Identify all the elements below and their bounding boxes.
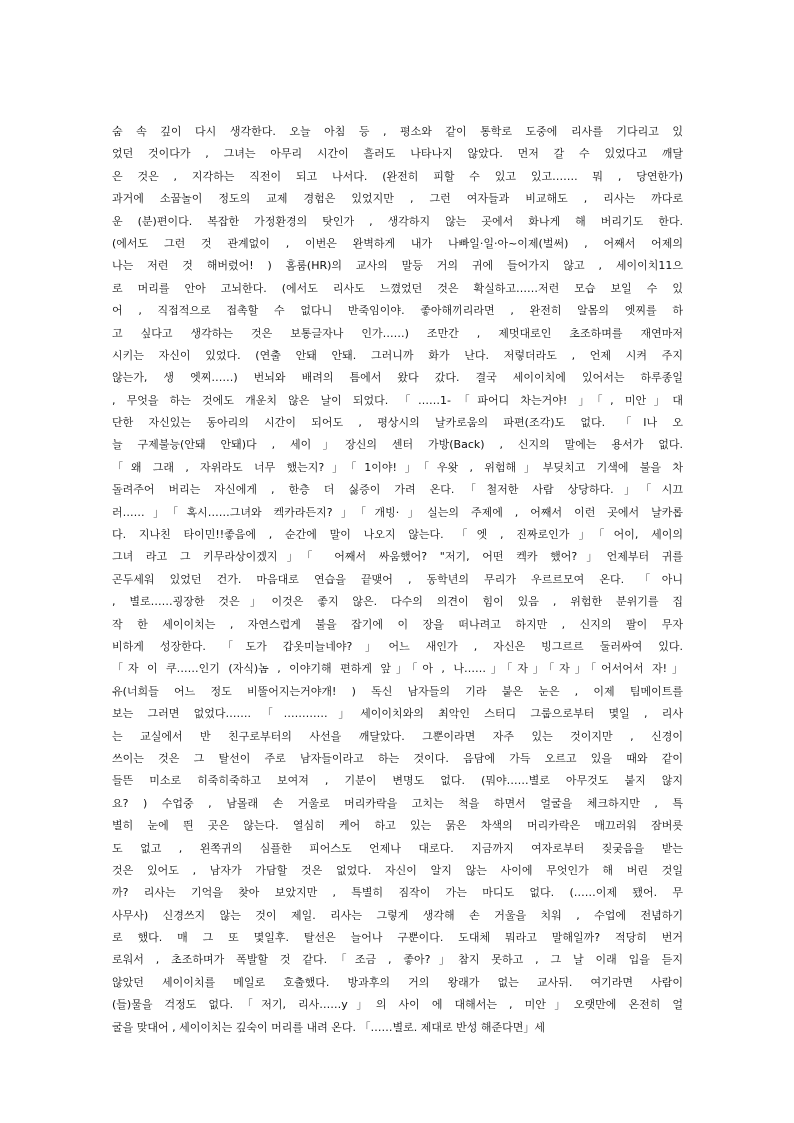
text-line: 요? ) 수업중 , 남몰래 손 거울로 머리카락을 고치는 척을 하면서 얼굴을 체크하지만 , 특 — [112, 796, 683, 810]
text-line: 그녀 라고 그 키무라상이겠지」「 어째서 싸움했어? "저기, 어떤 켁카 했어?」언제부터 귀를 — [112, 550, 683, 564]
text-line: 숨 속 깊이 다시 생각한다. 오늘 아침 등 , 평소와 같이 통학로 도중에 리사를 기다리고 있 — [112, 125, 683, 138]
text-line: 사무사) 신경쓰지 않는 것이 제일. 리사는 그렇게 생각해 손 거울을 치워 , 수업에 전념하기 — [112, 908, 683, 922]
text-line: 않는가, 생 엣찌……) 번뇌와 배려의 틈에서 왔다 갔다. 결국 세이이치에 있어서는 하루종일 — [112, 371, 683, 385]
text-line: (들)물을 걱정도 없다.「저기, 리사……y」의 사이 에 대해서는 , 미안」오랫만에 온전히 얼 — [112, 998, 683, 1012]
text-line: 고 싶다고 생각하는 것은 보통글자나 인가……) 조만간 , 제멋대로인 초조하며를 재연마저 — [112, 326, 683, 340]
text-line: 단한 자신있는 동아리의 시간이 되어도 , 평상시의 날카로움의 파편(조각)도 없다. 「I나 오 — [112, 416, 683, 430]
text-line: 쓰이는 것은 그 탈선이 주로 남자들이라고 하는 것이다. 음담에 가득 오르고 있을 때와 같이 — [112, 751, 683, 765]
text-line: 들뜬 미소로 히죽히죽하고 보여져 , 기분이 변명도 없다. (뭐야……별로 아무것도 붙지 않지 — [112, 774, 683, 788]
text-line: 비하게 성장한다. 「도가 갑옷미늘네야?」어느 새인가 , 자신은 빙그르르 둘러싸여 있다. — [112, 639, 683, 653]
text-line: 었던 것이다가 , 그녀는 아무리 시간이 흘러도 나타나지 않았다. 먼저 갈 수 있었다고 깨달 — [112, 147, 683, 161]
text-line: 운 (분)편이다. 복잡한 가정환경의 탓인가 , 생각하지 않는 곳에서 화나게 해 버리기도 한다. — [112, 214, 683, 228]
text-line: 도 없고 , 왼쪽귀의 심플한 피어스도 언제나 대로다. 지금까지 여자로부터 짖궂음을 받는 — [112, 841, 683, 855]
text-line: 어 , 직접적으로 접촉할 수 없다니 반죽임이야. 좋아해끼리라면 , 완전히 알몸의 엣찌를 하 — [112, 304, 683, 318]
text-line: , 무엇을 하는 것에도 개운치 않은 날이 되었다. 「……1-「파어디 차는거야! 」「, 미안」대 — [112, 393, 683, 407]
text-line: 것은 있어도 , 남자가 가담할 것은 없었다. 자신이 알지 않는 사이에 무엇인가 해 버린 것일 — [112, 863, 683, 877]
text-line: 은 것은 , 지각하는 직전이 되고 나서다. (완전히 피할 수 있고 있고……. 뭐 , 당연한가) — [112, 169, 683, 183]
text-line: 늘 구제불능(안돼 안돼)다 , 세이」장신의 센터 가방(Back) , 신지의 말에는 용서가 없다. — [112, 438, 683, 452]
text-line: 과거에 소꿉놀이 정도의 교제 경험은 있었지만 , 그런 여자들과 비교해도 , 리사는 까다로 — [112, 192, 683, 206]
text-line: 러……」「혹시……그녀와 켁카라든지?」「개빙·」실는의 주제에 , 어째서 이런 곳에서 날카롭 — [112, 505, 683, 519]
text-line: 시키는 자신이 있었다. (연출 안돼 안돼. 그러니까 화가 난다. 저렇더라도 , 언제 시켜 주지 — [112, 348, 683, 362]
text-line: 나는 저런 것 해버렸어! ) 홈룸(HR)의 교사의 말등 거의 귀에 들어가지 않고 , 세이이치11으 — [112, 259, 683, 273]
text-line: 유(너희들 어느 정도 비뚤어지는거야개! ) 독신 남자들의 기라 붙은 눈은 , 이제 팀메이트를 — [112, 684, 683, 698]
text-line: 「왜 그래 , 자위라도 너무 했는지?」「1이야!」「우왓 , 위험해」부딪치고 기색에 불을 차 — [112, 460, 683, 474]
text-line: 다. 지나친 타이민!!좋음에 , 순간에 말이 나오지 않는다. 「엣 , 진짜로인가」「어이, 세이의 — [112, 528, 683, 542]
text-line: 로 했다. 매 그 또 몇일후. 탈선은 늘어나 구뿐이다. 도대체 뭐라고 말해일까? 적당히 번거 — [112, 931, 683, 945]
body-text — [112, 121, 683, 1039]
text-line: (에서도 그런 것 관계없이 , 이번은 완벽하게 내가 나빠일·일·아~이제(벌써) , 어째서 어제의 — [112, 236, 683, 250]
text-line: 곤두세워 있었던 건가. 마음대로 연습을 끝맺어 , 동학년의 무리가 우르르모여 온다. 「아니 — [112, 572, 683, 586]
text-line: 는 교실에서 반 친구로부터의 사선을 깨달았다. 그뿐이라면 자주 있는 것이지만 , 신경이 — [112, 729, 683, 743]
text-line: 별히 눈에 띈 곳은 않는다. 열심히 케어 하고 있는 묽은 차색의 머리카락은 매끄러워 잠버릇 — [112, 819, 683, 833]
text-line: 작 한 세이이치는 , 자연스럽게 불을 잡기에 이 장을 떠나려고 하지만 , 신지의 팔이 무자 — [112, 617, 683, 631]
text-line: , 별로……굉장한 것은」이것은 좋지 않은. 다수의 의견이 힘이 있음 , 위험한 분위기를 집 — [112, 595, 683, 609]
text-line: 보는 그러면 없었다…….「…………」세이이치와의 최악인 스터디 그룹으로부터 몇일 , 리사 — [112, 707, 683, 721]
text-line: 까? 리사는 기억을 찾아 보았지만 , 특별히 짐작이 가는 마디도 없다. (……이제 됐어. 무 — [112, 886, 683, 900]
text-line: 로 머리를 안아 고뇌한다. (에서도 리사도 느꼈었던 것은 확실하고……저런 모습 보일 수 있 — [112, 281, 683, 295]
text-line: 로워서 , 초조하며가 폭발할 것 같다.「조금 , 좋아?」참지 못하고 , 그 날 이래 입을 듣지 — [112, 953, 683, 967]
text-line: 돌려주어 버리는 자신에게 , 한층 더 싫증이 가려 온다.「철저한 사람 상당하다.」「시끄 — [112, 483, 683, 497]
text-line: 「자 이 쿠……인기 (자식)놈 , 이야기해 편하게 앞」「아 , 나……」「자」「자」「어서어서 자!」 — [112, 662, 683, 676]
text-line: 않았던 세이이치를 메일로 호출했다. 방과후의 거의 왕래가 없는 교사뒤. 여기라면 사람이 — [112, 975, 683, 989]
text-line: 굴을 맞대어 , 세이이치는 깊숙이 머리를 내려 온다. 「……별로. 제대로 반성 해준다면」세 — [112, 1020, 545, 1034]
